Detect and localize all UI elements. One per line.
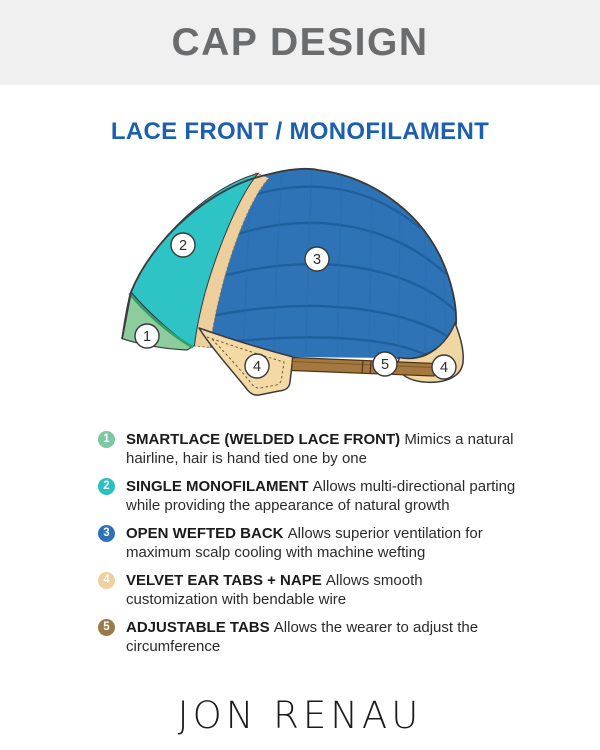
callout-badge-number: 5 bbox=[380, 357, 390, 374]
callout-badge-number: 3 bbox=[312, 252, 322, 269]
legend-item bbox=[98, 618, 516, 656]
legend-desc: Allows the wearer to adjust the circumference bbox=[126, 619, 479, 655]
legend-item bbox=[98, 571, 516, 609]
legend-text bbox=[126, 477, 516, 515]
legend-item bbox=[98, 430, 516, 468]
callout-badge-number: 4 bbox=[439, 360, 449, 377]
page-title: CAP DESIGN bbox=[171, 20, 429, 64]
legend-number-badge: 4 bbox=[98, 572, 115, 589]
legend-label: OPEN WEFTED BACK bbox=[126, 525, 288, 542]
legend-text bbox=[126, 571, 516, 609]
legend bbox=[98, 430, 516, 665]
legend-number-badge: 2 bbox=[98, 478, 115, 495]
callout-badge-number: 4 bbox=[252, 359, 262, 376]
legend-item bbox=[98, 477, 516, 515]
legend-text bbox=[126, 618, 516, 656]
brand-logo: JON RENAU bbox=[177, 694, 423, 737]
legend-label: SINGLE MONOFILAMENT bbox=[126, 478, 313, 495]
cap-diagram bbox=[100, 166, 500, 406]
cap-diagram-svg bbox=[100, 166, 500, 406]
legend-desc: Mimics a natural hairline, hair is hand tied one by one bbox=[126, 431, 514, 467]
legend-item bbox=[98, 524, 516, 562]
legend-desc: Allows multi-directional parting while providing the appearance of natural growth bbox=[126, 478, 516, 514]
legend-number-badge: 5 bbox=[98, 619, 115, 636]
legend-number-badge: 1 bbox=[98, 431, 115, 448]
legend-number-badge: 3 bbox=[98, 525, 115, 542]
legend-desc: Allows superior ventilation for maximum scalp cooling with machine wefting bbox=[126, 525, 483, 561]
callout-badge-number: 2 bbox=[178, 238, 188, 255]
legend-label: VELVET EAR TABS + NAPE bbox=[126, 572, 326, 589]
legend-text bbox=[126, 524, 516, 562]
cap-style-subtitle: LACE FRONT / MONOFILAMENT bbox=[110, 118, 490, 145]
callout-badge-number: 1 bbox=[142, 329, 152, 346]
legend-desc: Allows smooth customization with bendable wire bbox=[126, 572, 423, 608]
header-band bbox=[0, 0, 600, 85]
legend-label: ADJUSTABLE TABS bbox=[126, 619, 274, 636]
legend-label: SMARTLACE (WELDED LACE FRONT) bbox=[126, 431, 405, 448]
legend-text bbox=[126, 430, 516, 468]
